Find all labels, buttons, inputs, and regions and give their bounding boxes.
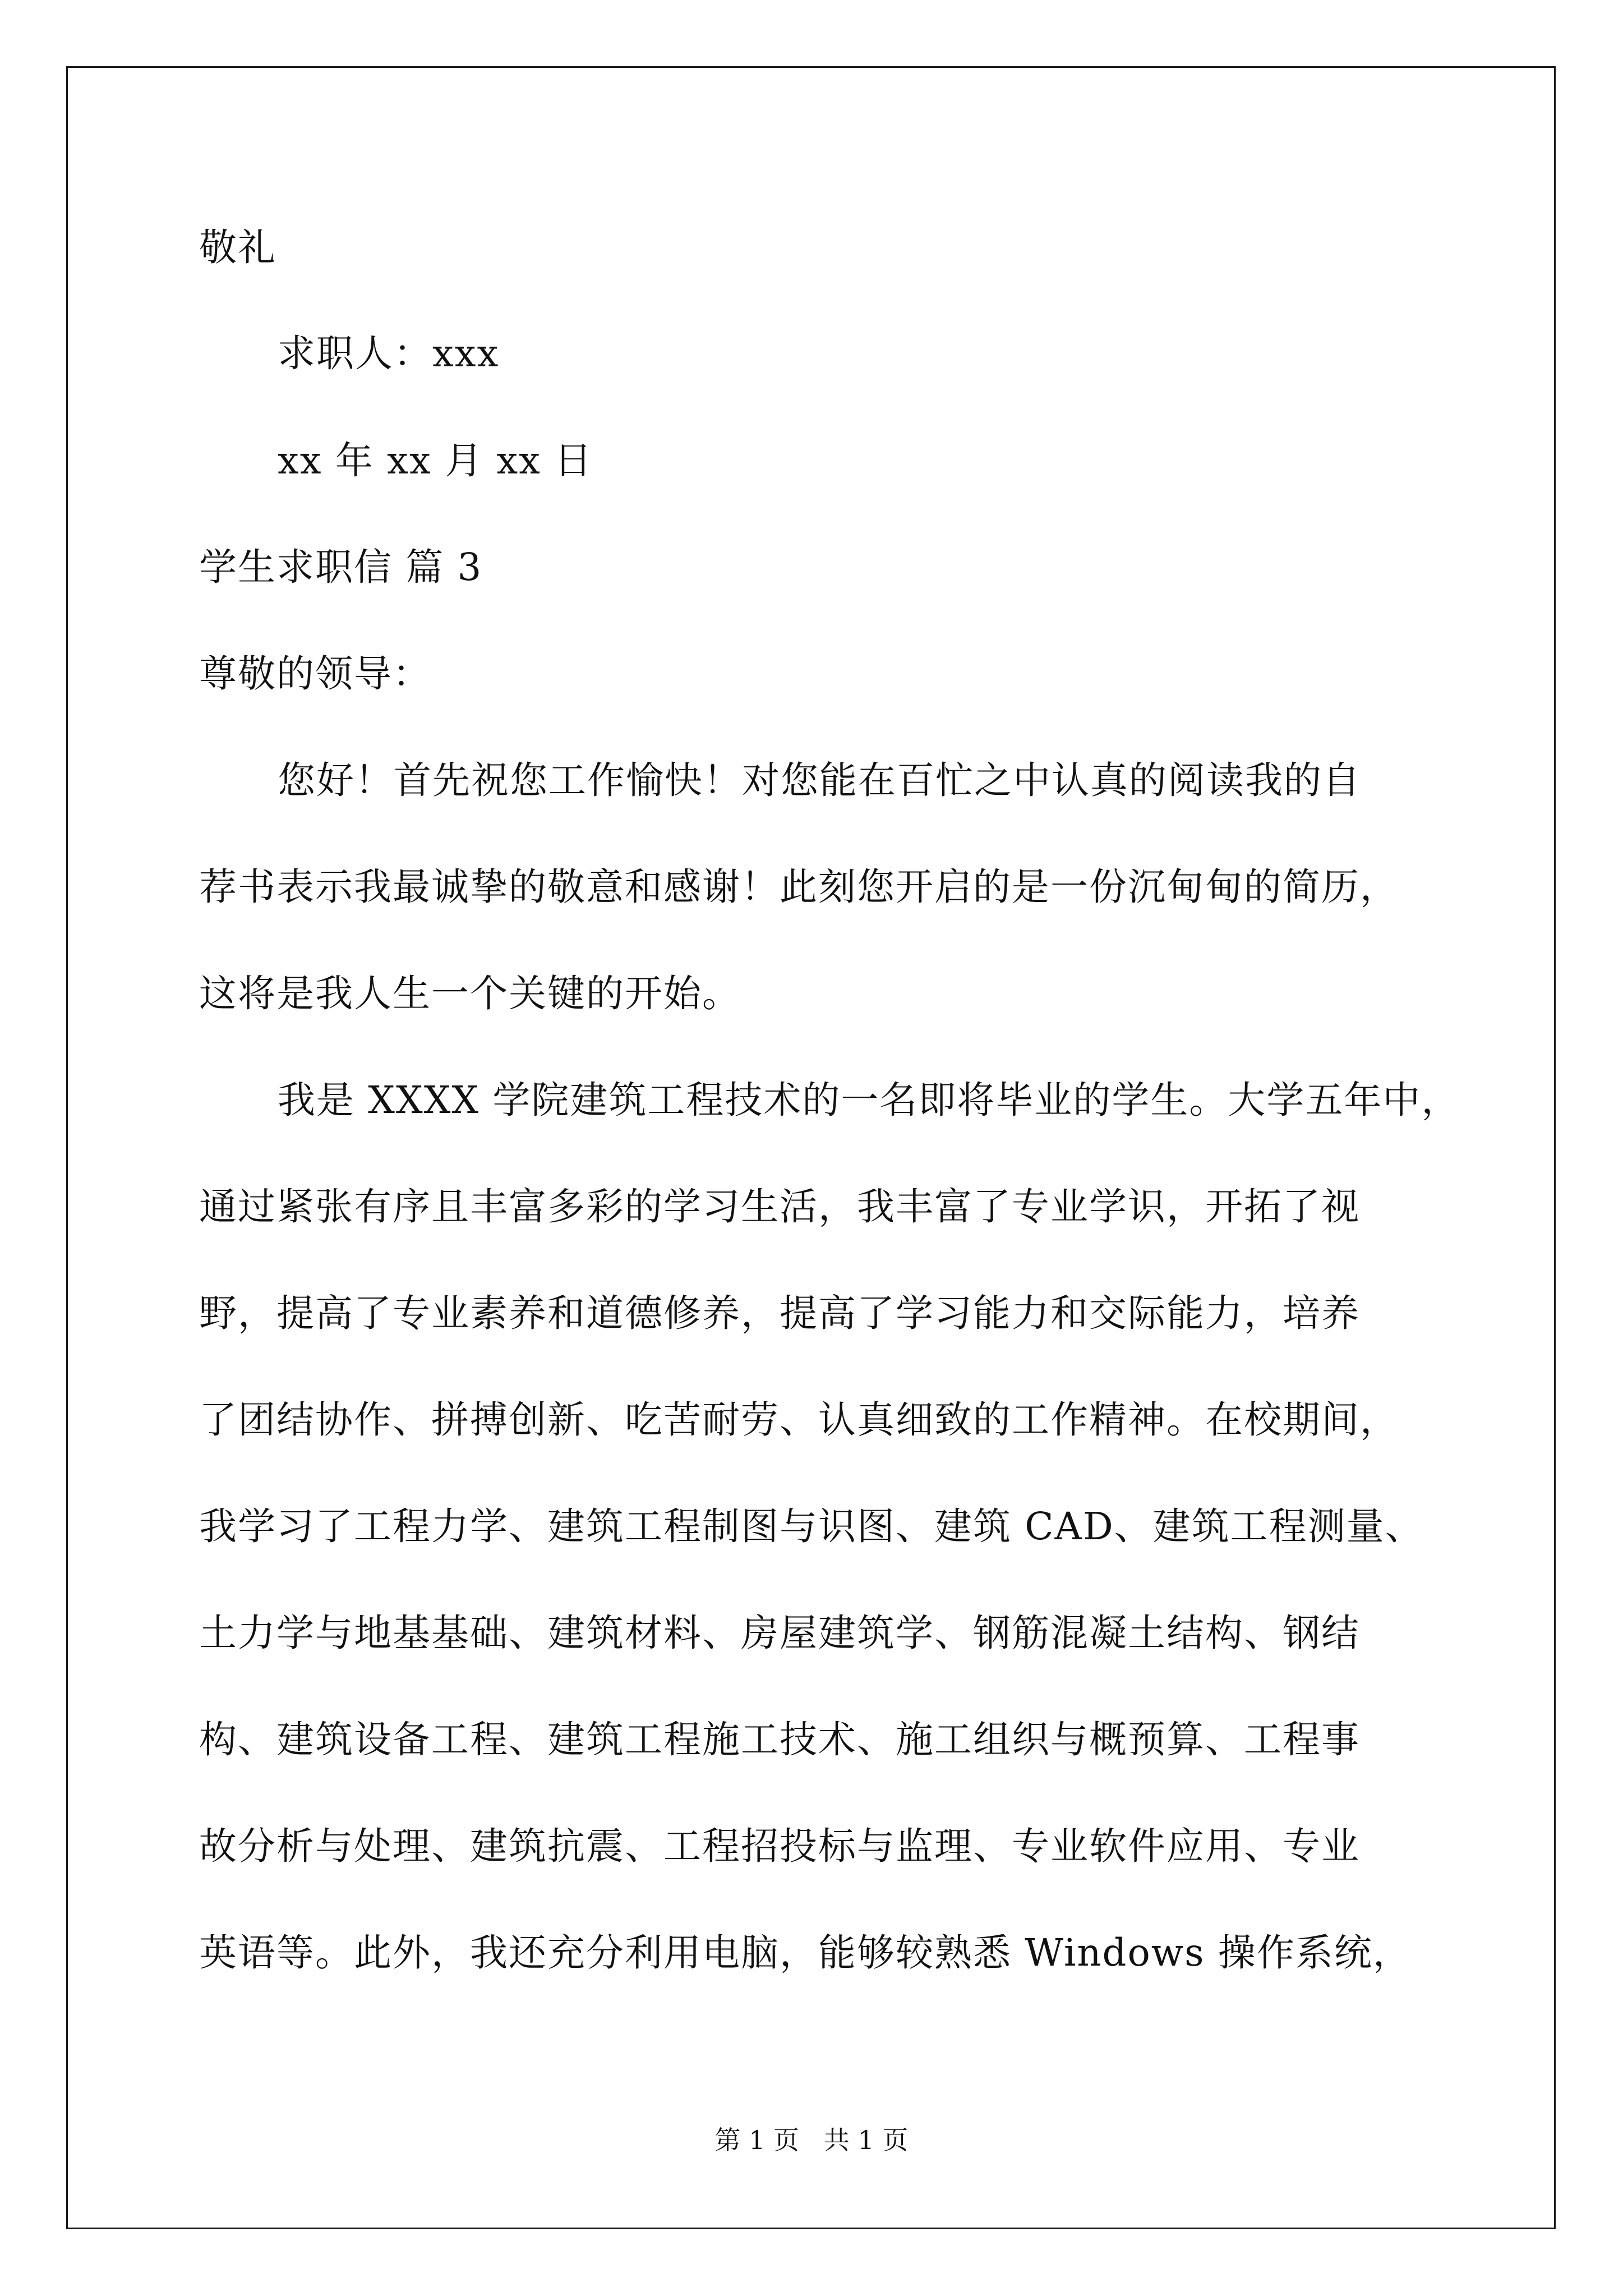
greeting: 尊敬的领导： bbox=[199, 652, 431, 696]
section-heading: 学生求职信 篇 3 bbox=[199, 545, 483, 589]
body-line: 故分析与处理、建筑抗震、工程招投标与监理、专业软件应用、专业 bbox=[199, 1824, 1360, 1868]
body-line: 我学习了工程力学、建筑工程制图与识图、建筑 CAD、建筑工程测量、 bbox=[199, 1504, 1424, 1548]
body-line: 通过紧张有序且丰富多彩的学习生活，我丰富了专业学识，开拓了视 bbox=[199, 1185, 1360, 1228]
applicant-signature: 求职人：xxx bbox=[278, 332, 500, 375]
body-line: 构、建筑设备工程、建筑工程施工技术、施工组织与概预算、工程事 bbox=[199, 1718, 1360, 1761]
closing-salutation: 敬礼 bbox=[199, 226, 276, 269]
body-line: 我是 XXXX 学院建筑工程技术的一名即将毕业的学生。大学五年中， bbox=[278, 1078, 1460, 1122]
body-line: 您好！首先祝您工作愉快！对您能在百忙之中认真的阅读我的自 bbox=[278, 758, 1361, 802]
page-border bbox=[66, 66, 1556, 2229]
page-footer: 第 1 页 共 1 页 bbox=[714, 2125, 909, 2155]
body-line: 荐书表示我最诚挚的敬意和感谢！此刻您开启的是一份沉甸甸的简历， bbox=[199, 865, 1399, 909]
letter-date: xx 年 xx 月 xx 日 bbox=[278, 439, 593, 482]
body-line: 了团结协作、拼搏创新、吃苦耐劳、认真细致的工作精神。在校期间， bbox=[199, 1398, 1399, 1442]
body-line: 英语等。此外，我还充分利用电脑，能够较熟悉 Windows 操作系统， bbox=[199, 1931, 1412, 1975]
body-line: 土力学与地基基础、建筑材料、房屋建筑学、钢筋混凝土结构、钢结 bbox=[199, 1611, 1360, 1655]
body-line: 野，提高了专业素养和道德修养，提高了学习能力和交际能力，培养 bbox=[199, 1291, 1360, 1335]
body-line: 这将是我人生一个关键的开始。 bbox=[199, 972, 741, 1015]
